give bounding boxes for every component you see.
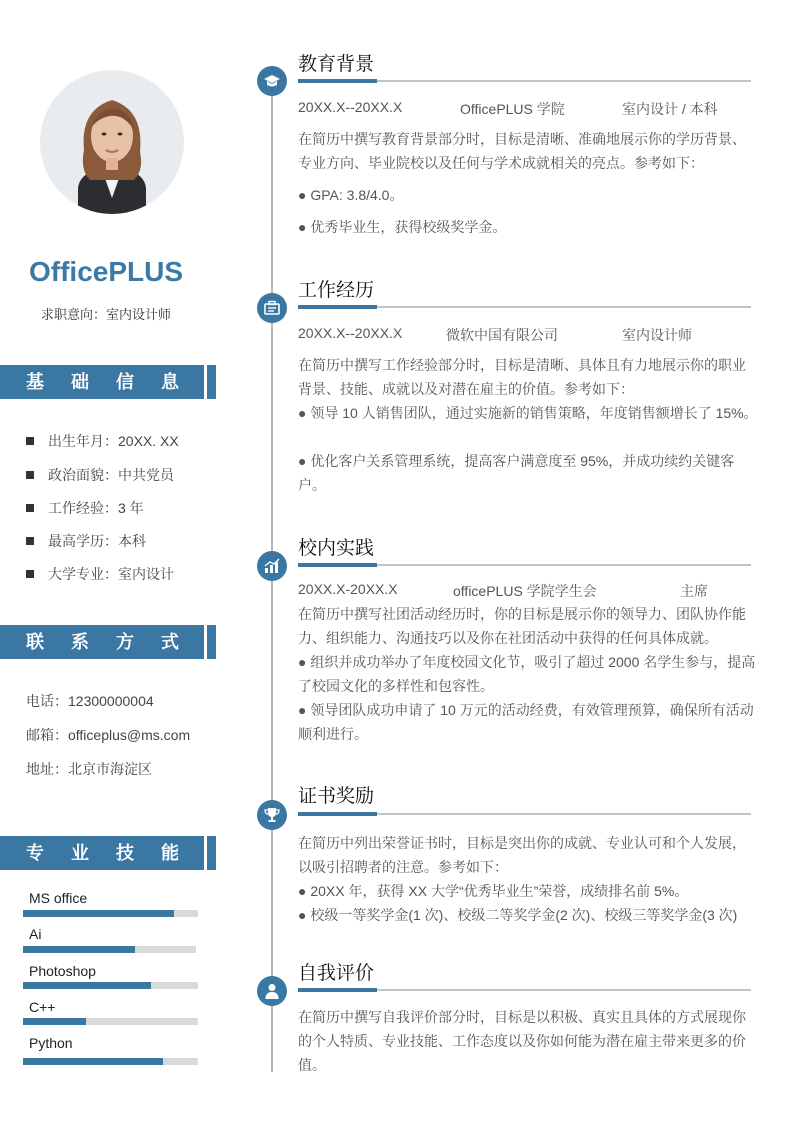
skill-bar-fill	[23, 910, 174, 917]
info-major: 大学专业：室内设计	[26, 564, 174, 584]
basic-info-title: 基 础 信 息	[26, 372, 191, 392]
skill-label-cpp: C++	[29, 999, 56, 1015]
campus-description: 在简历中撰写社团活动经历时，你的目标是展示你的领导力、团队协作能力、组织能力、沟通技巧以及你在社团活动中获得的任何具体成就。	[298, 606, 746, 646]
info-degree: 最高学历：本科	[26, 531, 146, 551]
education-rule-accent	[298, 79, 377, 83]
self-title: 自我评价	[298, 963, 375, 984]
skill-bar-ai	[23, 946, 196, 953]
campus-date: 20XX.X-20XX.X	[298, 581, 398, 597]
briefcase-icon	[264, 300, 280, 316]
work-role: 室内设计师	[622, 327, 692, 343]
education-bullet: ● GPA: 3.8/4.0。	[298, 187, 404, 203]
skills-title: 专 业 技 能	[26, 843, 191, 863]
person-icon	[264, 983, 280, 999]
square-bullet-icon	[26, 437, 34, 445]
square-bullet-icon	[26, 504, 34, 512]
campus-org: officePLUS 学院学生会	[453, 583, 597, 599]
awards-title: 证书奖励	[298, 786, 375, 807]
skill-label-python: Python	[29, 1035, 73, 1051]
skill-bar-fill	[23, 1058, 163, 1065]
awards-bullet: ● 校级一等奖学金(1 次)、校级二等奖学金(2 次)、校级三等奖学金(3 次)	[298, 907, 738, 923]
contact-email: 邮箱：officeplus@ms.com	[26, 727, 191, 743]
square-bullet-icon	[26, 537, 34, 545]
work-bullet: ● 领导 10 人销售团队，通过实施新的销售策略，年度销售额增长了 15%。	[298, 405, 758, 421]
education-school: OfficePLUS 学院	[460, 101, 565, 117]
awards-bullet: ● 20XX 年，获得 XX 大学“优秀毕业生”荣誉，成绩排名前 5%。	[298, 883, 689, 899]
work-bullet: ● 优化客户关系管理系统，提高客户满意度至 95%，并成功续约关键客户。	[298, 453, 735, 493]
skill-bar-ms-office	[23, 910, 198, 917]
skill-bar-photoshop	[23, 982, 198, 989]
candidate-name: OfficePLUS	[28, 256, 184, 287]
skill-label-ai: Ai	[29, 926, 42, 942]
skill-bar-fill	[23, 1018, 86, 1025]
info-experience: 工作经验：3 年	[26, 498, 144, 518]
education-bullet: ● 优秀毕业生，获得校级奖学金。	[298, 219, 507, 235]
awards-description: 在简历中列出荣誉证书时，目标是突出你的成就、专业认可和个人发展，以吸引招聘者的注意。参考如下：	[298, 835, 746, 875]
skills-header-accent	[207, 836, 216, 870]
work-rule-accent	[298, 305, 377, 309]
skill-label-ms-office: MS office	[29, 890, 88, 906]
work-company: 微软中国有限公司	[446, 327, 558, 343]
contact-address: 地址：北京市海淀区	[26, 761, 152, 777]
work-title: 工作经历	[298, 280, 375, 301]
skill-bar-cpp	[23, 1018, 198, 1025]
info-birth: 出生年月：20XX. XX	[26, 431, 179, 451]
square-bullet-icon	[26, 471, 34, 479]
trophy-icon	[264, 807, 280, 823]
campus-role: 主席	[680, 583, 708, 599]
timeline-node-self	[257, 976, 287, 1006]
campus-bullet: ● 领导团队成功申请了 10 万元的活动经费，有效管理预算，确保所有活动顺利进行。	[298, 702, 754, 742]
skill-bar-python	[23, 1058, 198, 1065]
campus-rule-accent	[298, 563, 377, 567]
contact-phone: 电话：12300000004	[26, 693, 154, 709]
skill-bar-fill	[23, 982, 151, 989]
timeline-node-work	[257, 293, 287, 323]
self-rule-accent	[298, 988, 377, 992]
skill-bar-fill	[23, 946, 135, 953]
square-bullet-icon	[26, 570, 34, 578]
education-major: 室内设计 / 本科	[622, 101, 718, 117]
graduation-cap-icon	[264, 73, 280, 89]
timeline-node-awards	[257, 800, 287, 830]
basic-info-header-accent	[207, 365, 216, 399]
contact-header-accent	[207, 625, 216, 659]
timeline-node-campus	[257, 551, 287, 581]
awards-rule-accent	[298, 812, 377, 816]
skill-label-photoshop: Photoshop	[29, 963, 96, 979]
campus-bullet: ● 组织并成功举办了年度校园文化节，吸引了超过 2000 名学生参与，提高了校园文化的多样性和包容性。	[298, 654, 756, 694]
contact-title: 联 系 方 式	[26, 632, 191, 652]
education-title: 教育背景	[298, 54, 375, 75]
education-date: 20XX.X--20XX.X	[298, 99, 403, 115]
info-political: 政治面貌：中共党员	[26, 465, 174, 485]
timeline-node-education	[257, 66, 287, 96]
campus-title: 校内实践	[298, 538, 375, 559]
education-description: 在简历中撰写教育背景部分时，目标是清晰、准确地展示你的学历背景、专业方向、毕业院校以及任何与学术成就相关的亮点。参考如下：	[298, 131, 746, 171]
growth-chart-icon	[264, 558, 280, 574]
profile-photo	[40, 70, 184, 214]
job-objective: 求职意向：室内设计师	[40, 307, 171, 322]
work-date: 20XX.X--20XX.X	[298, 325, 403, 341]
work-description: 在简历中撰写工作经验部分时，目标是清晰、具体且有力地展示你的职业背景、技能、成就以及对潜在雇主的价值。参考如下：	[298, 357, 746, 397]
self-description: 在简历中撰写自我评价部分时，目标是以积极、真实且具体的方式展现你的个人特质、专业技能、工作态度以及你如何能为潜在雇主带来更多的价值。	[298, 1009, 746, 1073]
